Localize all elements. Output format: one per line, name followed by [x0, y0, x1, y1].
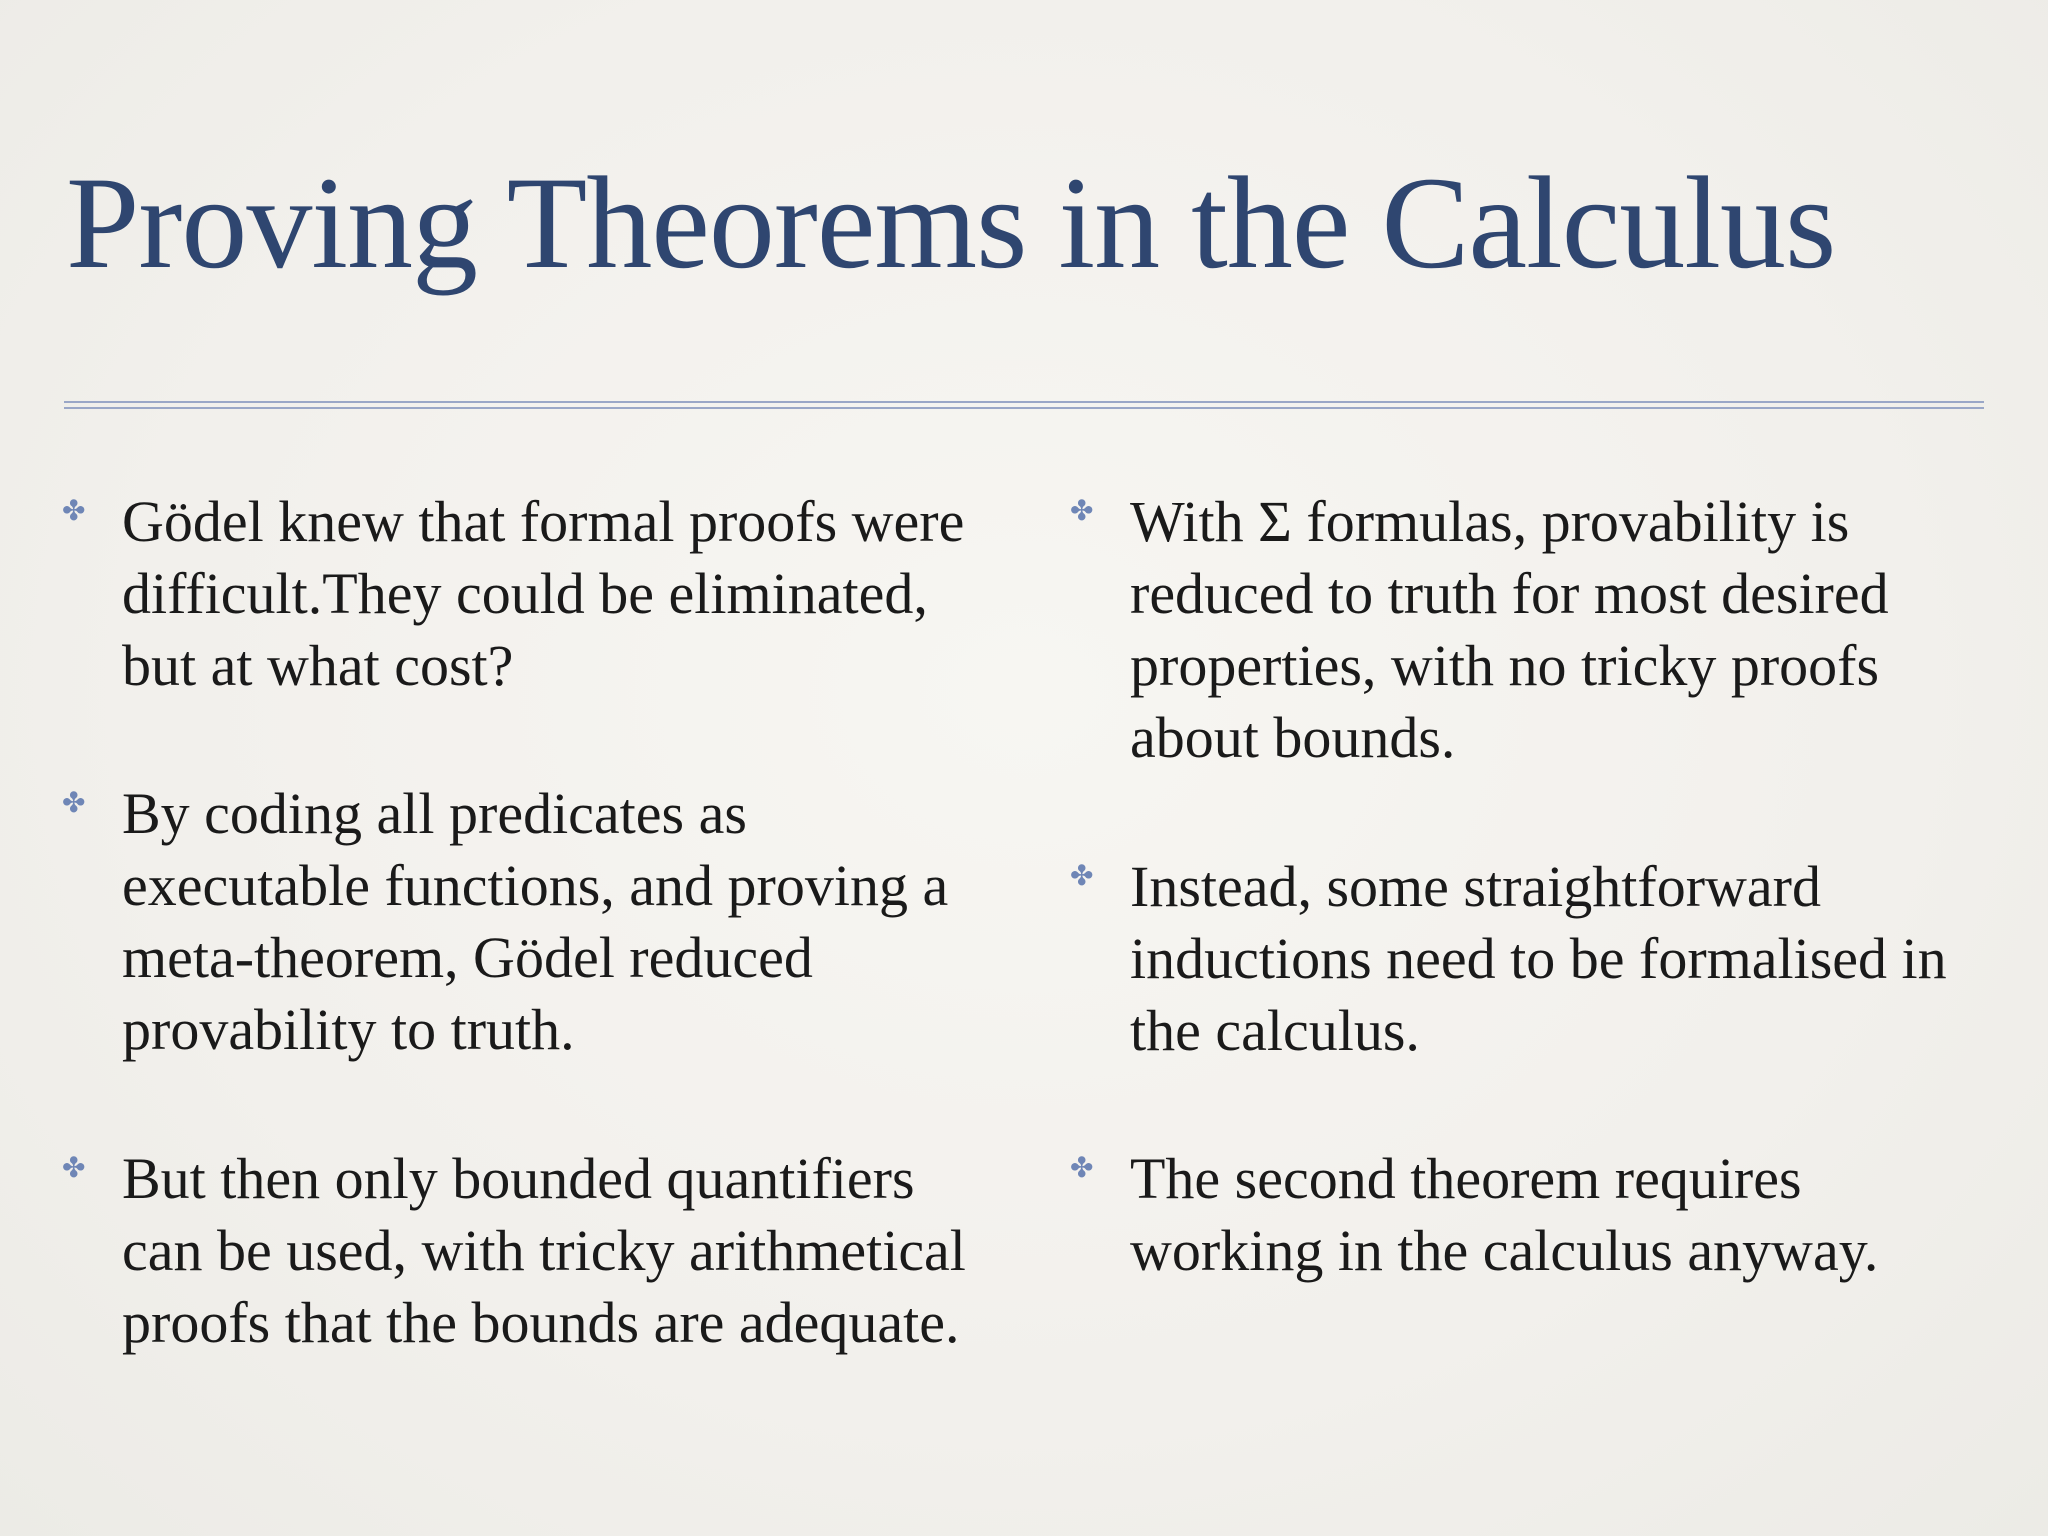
- title-divider: [64, 401, 1984, 409]
- flower-bullet-icon: ✤: [62, 496, 86, 527]
- flower-bullet-icon: ✤: [1070, 861, 1094, 892]
- flower-bullet-icon: ✤: [62, 788, 86, 819]
- flower-bullet-icon: ✤: [1070, 1153, 1094, 1184]
- bullet-text: Gödel knew that formal proofs were difficult.They could be eliminated, but at what cost?: [122, 489, 965, 698]
- bullet-text: By coding all predicates as executable functions, and proving a meta-theorem, Gödel reduced provability to truth.: [122, 781, 949, 1062]
- flower-bullet-icon: ✤: [1070, 496, 1094, 527]
- bullet-text: The second theorem requires working in the calculus anyway.: [1130, 1146, 1879, 1283]
- flower-bullet-icon: ✤: [62, 1153, 86, 1184]
- bullet-text: With Σ formulas, provability is reduced to truth for most desired properties, with no tricky proofs about bounds.: [1130, 489, 1889, 770]
- bullet-text: Instead, some straightforward inductions need to be formalised in the calculus.: [1130, 854, 1947, 1063]
- slide-title: Proving Theorems in the Calculus: [66, 149, 1836, 296]
- bullet-text: But then only bounded quantifiers can be used, with tricky arithmetical proofs that the bounds are adequate.: [122, 1146, 966, 1355]
